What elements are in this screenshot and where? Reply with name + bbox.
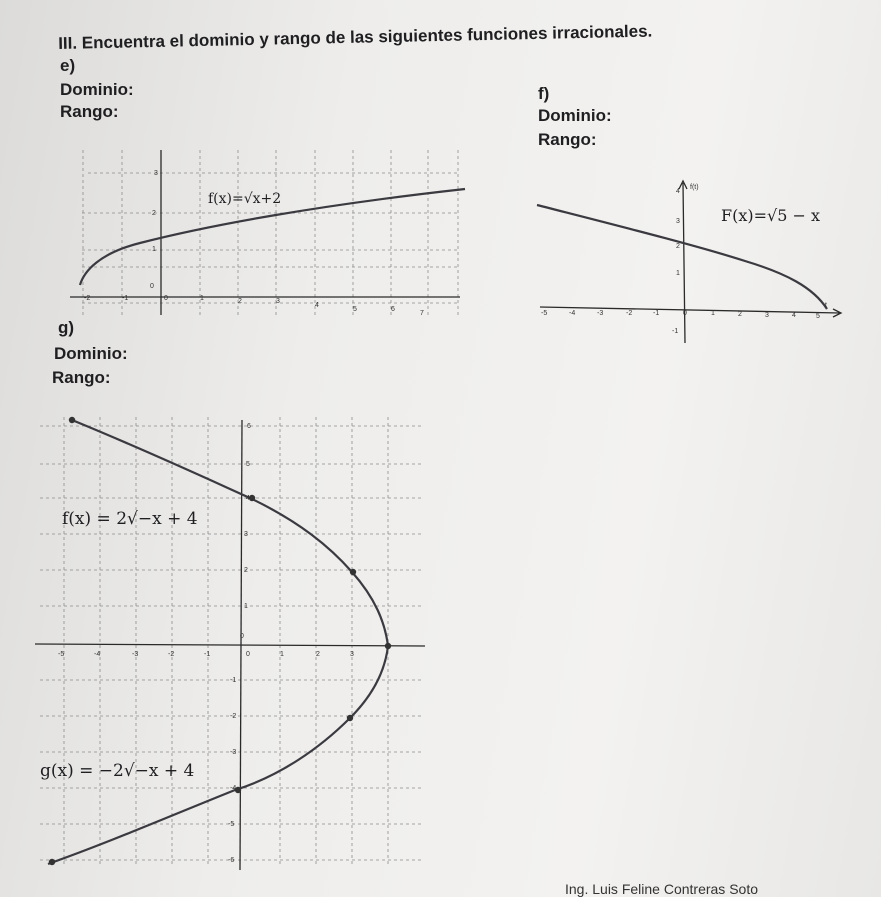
graph-f-ytick: -1 [672, 328, 679, 335]
graph-e-xtick: 7 [420, 310, 424, 317]
graph-f-xtick: 5 [816, 313, 820, 320]
graph-g-xtick: 1 [280, 651, 284, 658]
graph-g-function-g-label: g(x) = −2√−x + 4 [40, 761, 195, 781]
graph-f-xtick: 3 [765, 312, 769, 319]
graph-g-point [69, 417, 75, 423]
item-g-dominio: Dominio: [54, 344, 128, 363]
graph-g-ytick: -4 [230, 785, 237, 792]
graph-g-ytick: -1 [230, 677, 237, 684]
graph-f-x-axis-label: t [825, 302, 827, 309]
graph-f-xtick: 1 [711, 310, 715, 317]
graph-g-ytick: -6 [228, 857, 235, 864]
graph-g-xtick: -5 [58, 651, 65, 658]
graph-f-xtick: 4 [792, 312, 796, 319]
graph-g-curve-g [48, 646, 388, 864]
graph-e [60, 145, 470, 325]
graph-g-xtick: 3 [350, 651, 354, 658]
graph-e-xtick: 5 [353, 306, 357, 313]
graph-e-function-label: f(x)=√x+2 [208, 191, 282, 207]
graph-f-xtick: 0 [683, 310, 687, 317]
graph-g-xtick: 0 [246, 651, 250, 658]
graph-e-grid [82, 150, 460, 317]
graph-g-xtick: -3 [132, 651, 139, 658]
graph-e-xtick: 1 [200, 295, 204, 302]
graph-e-xtick: 0 [164, 295, 168, 302]
graph-e-xtick: 3 [276, 298, 280, 305]
graph-g-ytick: 5 [246, 461, 250, 468]
item-e-dominio: Dominio: [60, 80, 134, 99]
graph-g-ytick: -5 [228, 821, 235, 828]
item-e-letter: e) [60, 56, 76, 75]
graph-e-ytick: 2 [152, 210, 156, 217]
graph-g-xtick: 2 [316, 651, 320, 658]
graph-f-xtick: -1 [653, 310, 660, 317]
graph-e-ytick: 0 [150, 283, 154, 290]
item-f-rango: Rango: [538, 130, 597, 149]
graph-g-point [350, 569, 356, 575]
graph-f-xtick: -5 [541, 310, 548, 317]
graph-g-ytick: 6 [247, 423, 251, 430]
graph-e-xtick: 2 [238, 298, 242, 305]
graph-f-function-label: F(x)=√5 − x [721, 206, 820, 225]
graph-f-ytick: 2 [676, 243, 680, 250]
graph-g-point [347, 715, 353, 721]
graph-g-x-axis [35, 644, 425, 646]
graph-f-xtick: -2 [626, 310, 633, 317]
graph-e-ytick: 3 [154, 170, 158, 177]
graph-f-xtick: -3 [597, 310, 604, 317]
item-f-letter: f) [538, 84, 550, 103]
graph-g-ytick: 1 [244, 603, 248, 610]
graph-g-function-f-label: f(x) = 2√−x + 4 [62, 509, 198, 529]
graph-g-point [385, 643, 391, 649]
graph-e-xtick: -2 [84, 295, 91, 302]
graph-f-y-axis [683, 183, 685, 343]
exercise-title: III. Encuentra el dominio y rango de las siguientes funciones irracionales. [58, 21, 653, 53]
graph-f-xtick: 2 [738, 311, 742, 318]
graph-f-ytick: 4 [676, 188, 680, 195]
item-g-letter: g) [58, 318, 75, 337]
graph-e-xtick: -1 [122, 295, 129, 302]
graph-f-xtick: -4 [569, 310, 576, 317]
graph-g-ytick: 2 [244, 567, 248, 574]
graph-g-xtick: -1 [204, 651, 211, 658]
graph-g-curve-f [72, 420, 388, 646]
graph-g-ytick: -2 [230, 713, 237, 720]
graph-e-ytick: 1 [152, 246, 156, 253]
graph-g-grid [40, 417, 422, 867]
graph-g-xtick: -2 [168, 651, 175, 658]
author-footer: Ing. Luis Feline Contreras Soto [565, 881, 758, 897]
graph-g-ytick: 4 [246, 495, 250, 502]
graph-g-point [49, 859, 55, 865]
graph-f-ytick: 1 [676, 270, 680, 277]
graph-g [30, 412, 430, 874]
item-f-dominio: Dominio: [538, 106, 612, 125]
graph-g-ytick: 3 [244, 531, 248, 538]
graph-e-xtick: 4 [315, 302, 319, 309]
graph-g-ytick: -3 [230, 749, 237, 756]
graph-g-xtick: -4 [94, 651, 101, 658]
graph-f-y-axis-label: f(t) [690, 184, 699, 191]
item-e-rango: Rango: [60, 102, 119, 121]
item-g-rango: Rango: [52, 368, 111, 387]
graph-f [535, 175, 845, 350]
graph-f-ytick: 3 [676, 218, 680, 225]
graph-g-ytick: 0 [240, 633, 244, 640]
graph-e-xtick: 6 [391, 306, 395, 313]
